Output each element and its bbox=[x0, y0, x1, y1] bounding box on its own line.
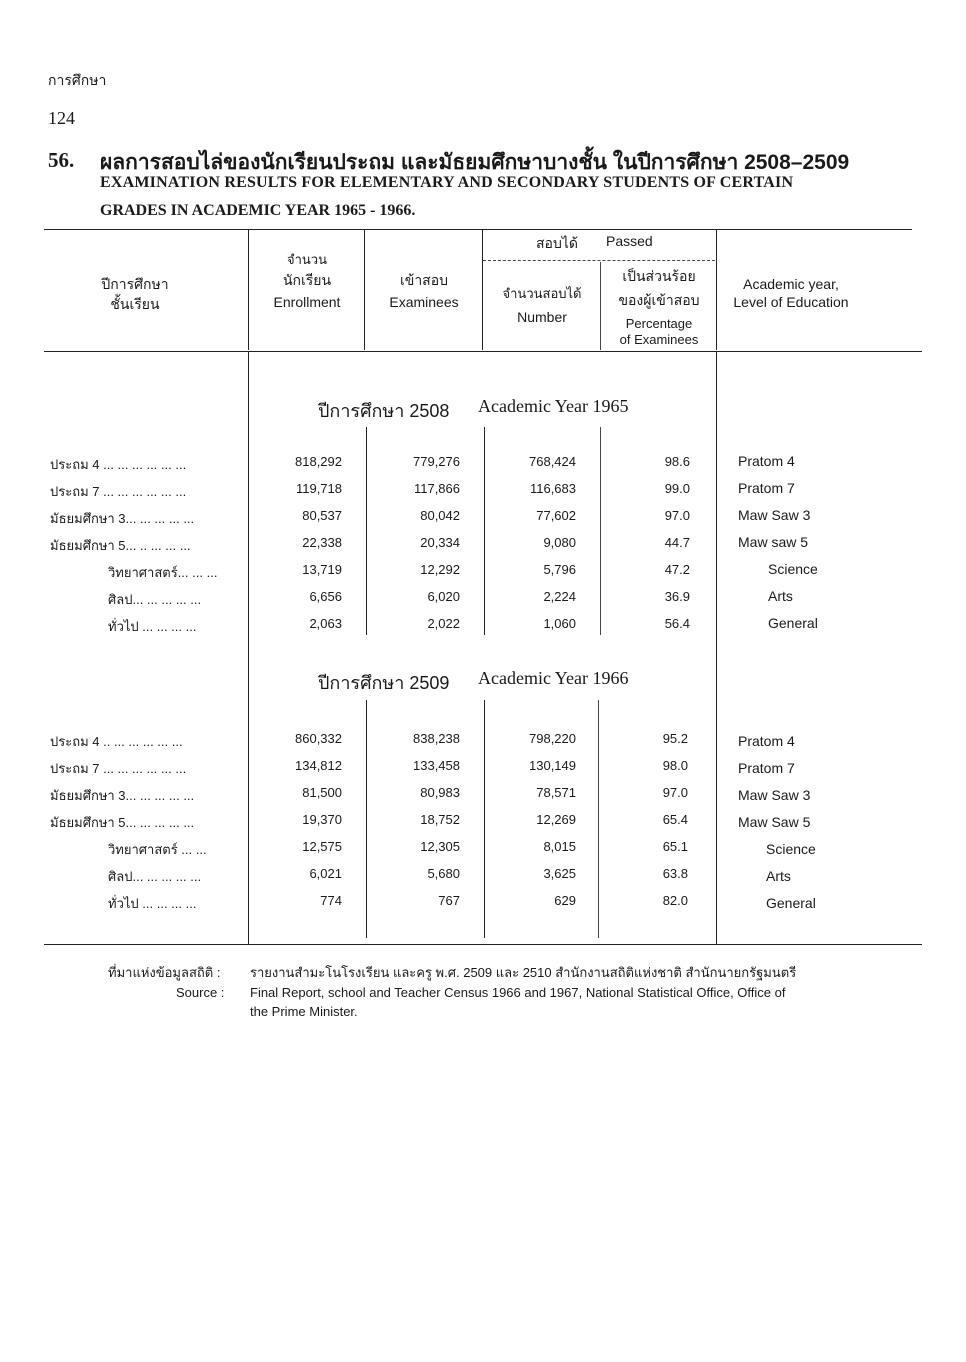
row-label-th: มัธยมศึกษา 3... ... ... ... ... bbox=[50, 788, 195, 803]
cell-percentage: 63.8 bbox=[662, 866, 688, 881]
section-1966-heading-en: Academic Year 1966 bbox=[478, 668, 629, 688]
source-thai-text: รายงานสำมะโนโรงเรียน และครู พ.ศ. 2509 และ 2510 สำนักงานสถิติแห่งชาติ สำนักนายกรัฐมนตรี bbox=[250, 965, 797, 980]
body-vrule-4b bbox=[598, 700, 599, 938]
cell-examinees: 2,022 bbox=[427, 616, 460, 631]
table-bottom-rule bbox=[44, 944, 922, 945]
cell-percentage: 82.0 bbox=[662, 893, 688, 908]
row-label-th: ทั่วไป ... ... ... ... bbox=[108, 896, 197, 911]
cell-passed-number: 130,149 bbox=[529, 758, 576, 773]
header-vrule-4 bbox=[600, 262, 601, 350]
header-level-en-2: Level of Education bbox=[733, 294, 849, 310]
cell-enrollment: 774 bbox=[320, 893, 342, 908]
cell-enrollment: 12,575 bbox=[302, 839, 342, 854]
cell-examinees: 5,680 bbox=[427, 866, 460, 881]
cell-percentage: 98.6 bbox=[664, 454, 690, 469]
cell-examinees: 80,042 bbox=[420, 508, 460, 523]
cell-examinees: 133,458 bbox=[413, 758, 460, 773]
header-bottom-rule bbox=[44, 351, 922, 352]
row-label-th: มัธยมศึกษา 5... ... ... ... ... bbox=[50, 815, 195, 830]
header-pct-th-1: เป็นส่วนร้อย bbox=[622, 268, 696, 284]
cell-passed-number: 629 bbox=[554, 893, 576, 908]
cell-percentage: 36.9 bbox=[664, 589, 690, 604]
cell-percentage: 56.4 bbox=[664, 616, 690, 631]
row-label-th: ประถม 7 ... ... ... ... ... ... bbox=[50, 761, 187, 776]
body-vrule-5 bbox=[716, 352, 717, 944]
cell-passed-number: 12,269 bbox=[536, 812, 576, 827]
row-label-th: ทั่วไป ... ... ... ... bbox=[108, 619, 197, 634]
cell-enrollment: 80,537 bbox=[302, 508, 342, 523]
title-english-line1: EXAMINATION RESULTS FOR ELEMENTARY AND SECONDARY STUDENTS OF CERTAIN bbox=[100, 174, 794, 191]
row-label-en: Arts bbox=[766, 868, 791, 884]
row-label-en: Maw Saw 3 bbox=[738, 507, 811, 523]
section-1966-heading-th: ปีการศึกษา 2509 bbox=[318, 673, 450, 693]
row-label-en: Pratom 7 bbox=[738, 480, 795, 496]
header-exam-th: เข้าสอบ bbox=[399, 272, 449, 288]
header-vrule-2 bbox=[364, 230, 365, 350]
header-pct-th-2: ของผู้เข้าสอบ bbox=[618, 292, 700, 308]
header-exam-en: Examinees bbox=[389, 294, 459, 310]
table-top-rule bbox=[44, 229, 912, 230]
section-1965-heading-en: Academic Year 1965 bbox=[478, 396, 629, 416]
page-number: 124 bbox=[48, 108, 75, 128]
cell-examinees: 80,983 bbox=[420, 785, 460, 800]
cell-examinees: 18,752 bbox=[420, 812, 460, 827]
cell-enrollment: 119,718 bbox=[295, 481, 342, 496]
cell-passed-number: 9,080 bbox=[543, 535, 576, 550]
cell-enrollment: 22,338 bbox=[302, 535, 342, 550]
row-label-th: วิทยาศาสตร์ ... ... bbox=[108, 842, 207, 857]
row-label-en: Maw Saw 3 bbox=[738, 787, 811, 803]
row-label-en: Science bbox=[766, 841, 816, 857]
cell-percentage: 98.0 bbox=[662, 758, 688, 773]
cell-passed-number: 77,602 bbox=[536, 508, 576, 523]
row-label-th: มัธยมศึกษา 3... ... ... ... ... bbox=[50, 511, 195, 526]
cell-enrollment: 6,656 bbox=[309, 589, 342, 604]
header-vrule-3 bbox=[482, 230, 483, 350]
cell-percentage: 97.0 bbox=[662, 785, 688, 800]
row-label-en: Maw saw 5 bbox=[738, 534, 809, 550]
row-label-en: Pratom 4 bbox=[738, 453, 795, 469]
header-enroll-th-2: นักเรียน bbox=[282, 272, 332, 288]
cell-examinees: 20,334 bbox=[420, 535, 460, 550]
header-enroll-en: Enrollment bbox=[273, 294, 341, 310]
row-label-th: มัธยมศึกษา 5... .. ... ... ... bbox=[50, 538, 191, 553]
header-passed-en: Passed bbox=[606, 233, 653, 249]
cell-examinees: 12,305 bbox=[420, 839, 460, 854]
header-pct-en-2: of Examinees bbox=[619, 332, 699, 347]
cell-examinees: 6,020 bbox=[427, 589, 460, 604]
cell-passed-number: 8,015 bbox=[543, 839, 576, 854]
header-col1-th-2: ชั้นเรียน bbox=[110, 296, 160, 312]
cell-percentage: 99.0 bbox=[664, 481, 690, 496]
source-english-label: Source : bbox=[176, 985, 225, 1000]
cell-enrollment: 6,021 bbox=[309, 866, 342, 881]
cell-percentage: 95.2 bbox=[662, 731, 688, 746]
row-label-th: ศิลป... ... ... ... ... bbox=[108, 869, 202, 884]
passed-subheader-rule bbox=[483, 260, 715, 261]
cell-passed-number: 78,571 bbox=[536, 785, 576, 800]
header-passed-th: สอบได้ bbox=[536, 235, 578, 251]
title-thai: ผลการสอบไล่ของนักเรียนประถม และมัธยมศึกษาบางชั้น ในปีการศึกษา 2508–2509 bbox=[100, 151, 850, 174]
row-label-th: ประถม 4 .. ... ... ... ... ... bbox=[50, 734, 183, 749]
cell-passed-number: 3,625 bbox=[543, 866, 576, 881]
row-label-en: Pratom 7 bbox=[738, 760, 795, 776]
row-label-th: ประถม 7 ... ... ... ... ... ... bbox=[50, 484, 187, 499]
cell-examinees: 117,866 bbox=[413, 481, 460, 496]
header-level-en-1: Academic year, bbox=[743, 276, 839, 292]
header-col1-th-1: ปีการศึกษา bbox=[101, 276, 169, 292]
cell-examinees: 838,238 bbox=[413, 731, 460, 746]
cell-percentage: 97.0 bbox=[664, 508, 690, 523]
cell-passed-number: 798,220 bbox=[529, 731, 576, 746]
title-english-line2: GRADES IN ACADEMIC YEAR 1965 - 1966. bbox=[100, 202, 416, 219]
cell-enrollment: 19,370 bbox=[302, 812, 342, 827]
running-head: การศึกษา bbox=[48, 72, 107, 88]
cell-enrollment: 860,332 bbox=[295, 731, 342, 746]
body-vrule-1 bbox=[248, 352, 249, 944]
cell-enrollment: 818,292 bbox=[295, 454, 342, 469]
cell-passed-number: 116,683 bbox=[529, 481, 576, 496]
cell-percentage: 44.7 bbox=[664, 535, 690, 550]
cell-examinees: 779,276 bbox=[413, 454, 460, 469]
cell-percentage: 65.1 bbox=[662, 839, 688, 854]
row-label-th: วิทยาศาสตร์... ... ... bbox=[108, 565, 218, 580]
table-number: 56. bbox=[48, 148, 75, 172]
row-label-en: Science bbox=[768, 561, 818, 577]
cell-passed-number: 768,424 bbox=[529, 454, 576, 469]
source-english-text-line1: Final Report, school and Teacher Census 1966 and 1967, National Statistical Office, Office of bbox=[250, 985, 786, 1000]
body-vrule-4a bbox=[600, 427, 601, 635]
cell-enrollment: 81,500 bbox=[302, 785, 342, 800]
header-vrule-1 bbox=[248, 230, 249, 350]
cell-passed-number: 1,060 bbox=[543, 616, 576, 631]
row-label-en: Maw Saw 5 bbox=[738, 814, 811, 830]
source-thai-label: ที่มาแห่งข้อมูลสถิติ : bbox=[108, 965, 221, 980]
header-vrule-5 bbox=[716, 230, 717, 350]
section-1965-heading-th: ปีการศึกษา 2508 bbox=[318, 401, 450, 421]
header-number-en: Number bbox=[517, 309, 567, 325]
row-label-en: General bbox=[768, 615, 818, 631]
cell-examinees: 12,292 bbox=[420, 562, 460, 577]
cell-percentage: 47.2 bbox=[664, 562, 690, 577]
cell-passed-number: 2,224 bbox=[543, 589, 576, 604]
row-label-en: General bbox=[766, 895, 816, 911]
header-pct-en-1: Percentage bbox=[625, 316, 693, 331]
row-label-th: ประถม 4 ... ... ... ... ... ... bbox=[50, 457, 187, 472]
cell-enrollment: 13,719 bbox=[302, 562, 342, 577]
header-enroll-th-1: จำนวน bbox=[287, 252, 327, 267]
cell-passed-number: 5,796 bbox=[543, 562, 576, 577]
cell-percentage: 65.4 bbox=[662, 812, 688, 827]
cell-enrollment: 134,812 bbox=[295, 758, 342, 773]
cell-examinees: 767 bbox=[438, 893, 460, 908]
header-number-th: จำนวนสอบได้ bbox=[502, 286, 582, 301]
row-label-en: Arts bbox=[768, 588, 793, 604]
row-label-en: Pratom 4 bbox=[738, 733, 795, 749]
row-label-th: ศิลป... ... ... ... ... bbox=[108, 592, 202, 607]
cell-enrollment: 2,063 bbox=[309, 616, 342, 631]
source-english-text-line2: the Prime Minister. bbox=[250, 1004, 358, 1019]
